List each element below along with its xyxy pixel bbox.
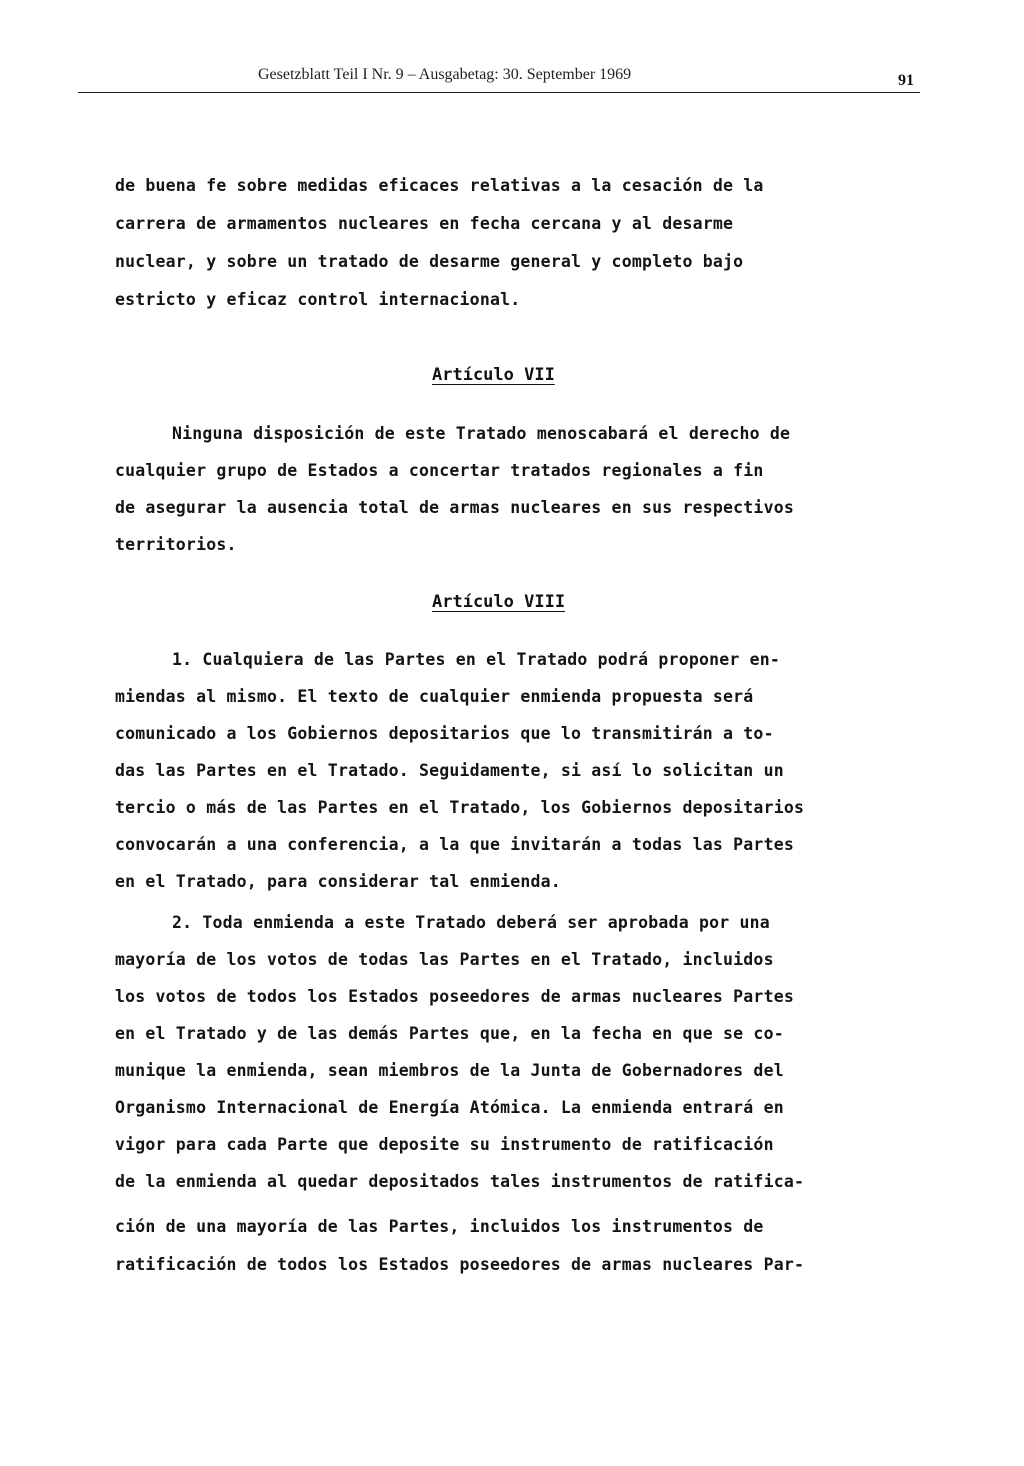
- text-line: munique la enmienda, sean miembros de la Junta de Gobernadores del: [115, 1061, 784, 1080]
- text-line: 2. Toda enmienda a este Tratado deberá ser aprobada por una: [172, 913, 770, 932]
- text-line: de la enmienda al quedar depositados tales instrumentos de ratifica-: [115, 1172, 805, 1191]
- header-rule: [78, 92, 920, 93]
- text-line: de buena fe sobre medidas eficaces relativas a la cesación de la: [115, 176, 764, 195]
- text-line: Ninguna disposición de este Tratado menoscabará el derecho de: [172, 424, 791, 443]
- text-line: miendas al mismo. El texto de cualquier enmienda propuesta será: [115, 687, 754, 706]
- text-line: cualquier grupo de Estados a concertar tratados regionales a fin: [115, 461, 764, 480]
- page-number: 91: [898, 72, 914, 89]
- text-line: en el Tratado, para considerar tal enmienda.: [115, 872, 561, 891]
- text-line: convocarán a una conferencia, a la que invitarán a todas las Partes: [115, 835, 794, 854]
- text-line: estricto y eficaz control internacional.: [115, 290, 521, 309]
- text-line: 1. Cualquiera de las Partes en el Tratado podrá proponer en-: [172, 650, 781, 669]
- text-line: de asegurar la ausencia total de armas nucleares en sus respectivos: [115, 498, 794, 517]
- text-line: comunicado a los Gobiernos depositarios que lo transmitirán a to-: [115, 724, 774, 743]
- text-line: das las Partes en el Tratado. Seguidamente, si así lo solicitan un: [115, 761, 784, 780]
- text-line: carrera de armamentos nucleares en fecha cercana y al desarme: [115, 214, 734, 233]
- text-line: territorios.: [115, 535, 237, 554]
- article-viii-heading: Artículo VIII: [432, 592, 566, 612]
- text-line: vigor para cada Parte que deposite su instrumento de ratificación: [115, 1135, 774, 1154]
- text-line: mayoría de los votos de todas las Partes en el Tratado, incluidos: [115, 950, 774, 969]
- text-line: Organismo Internacional de Energía Atómica. La enmienda entrará en: [115, 1098, 784, 1117]
- article-vii-heading: Artículo VII: [432, 365, 555, 385]
- text-line: tercio o más de las Partes en el Tratado, los Gobiernos depositarios: [115, 798, 805, 817]
- text-line: nuclear, y sobre un tratado de desarme general y completo bajo: [115, 252, 744, 271]
- text-line: en el Tratado y de las demás Partes que, en la fecha en que se co-: [115, 1024, 784, 1043]
- text-line: ción de una mayoría de las Partes, incluidos los instrumentos de: [115, 1217, 764, 1236]
- text-line: ratificación de todos los Estados poseedores de armas nucleares Par-: [115, 1255, 805, 1274]
- running-header-title: Gesetzblatt Teil I Nr. 9 – Ausgabetag: 30. September 1969: [258, 66, 632, 83]
- text-line: los votos de todos los Estados poseedores de armas nucleares Partes: [115, 987, 794, 1006]
